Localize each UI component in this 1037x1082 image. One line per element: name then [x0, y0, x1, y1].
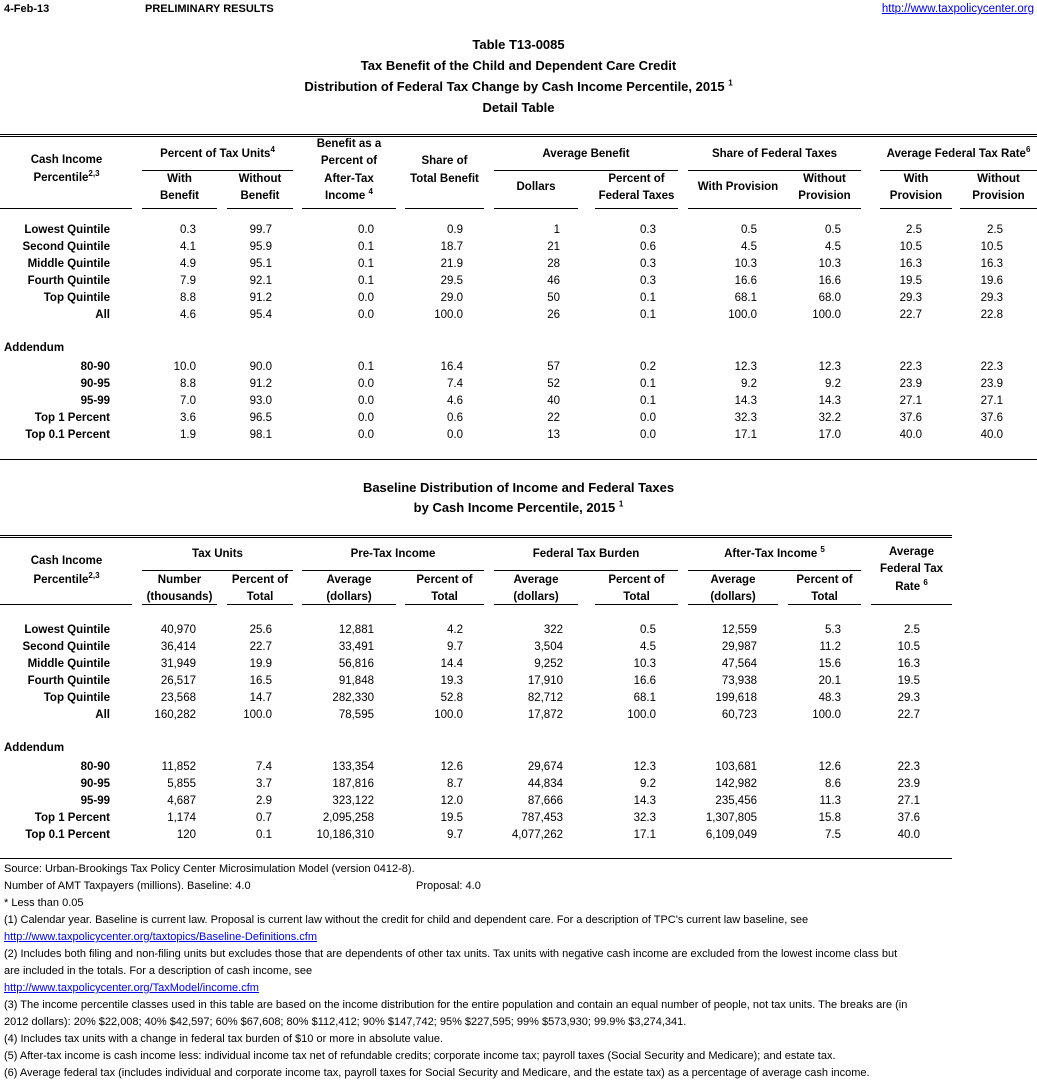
table-row — [0, 359, 1037, 376]
table-cell: 40.0 — [980, 429, 1003, 441]
row-label: Top Quintile — [43, 292, 110, 304]
row-label: Top 0.1 Percent — [25, 429, 110, 441]
table-cell: 2.5 — [904, 624, 920, 636]
table-cell: 8.7 — [447, 778, 463, 790]
table-cell: 10.5 — [980, 241, 1003, 253]
table-cell: 16.6 — [633, 675, 656, 687]
report-status: PRELIMINARY RESULTS — [145, 3, 274, 15]
table-cell: 29,987 — [721, 641, 757, 653]
table2-top-rule — [0, 535, 952, 538]
table-cell: 14.3 — [818, 395, 841, 407]
table-cell: 10.3 — [818, 258, 841, 270]
table-cell: 0.0 — [358, 395, 374, 407]
table-cell: 120 — [176, 829, 196, 841]
table-cell: 0.5 — [825, 224, 841, 236]
table-cell: 7.0 — [180, 395, 196, 407]
footnote-1: (1) Calendar year. Baseline is current law. Proposal is current law without the credit for child and dependent care. For a description of TPC's current law baseline, see — [4, 914, 809, 926]
table-cell: 0.1 — [640, 395, 656, 407]
table-cell: 8.8 — [180, 292, 196, 304]
table-cell: 9.2 — [640, 778, 656, 790]
row-label: Top Quintile — [43, 692, 110, 704]
table-row — [0, 793, 1037, 810]
table-cell: 27.1 — [899, 395, 922, 407]
table-cell: 1.9 — [180, 429, 196, 441]
table-cell: 323,122 — [332, 795, 374, 807]
table-cell: 29.0 — [440, 292, 463, 304]
table-cell: 4.5 — [741, 241, 757, 253]
table-cell: 0.0 — [640, 429, 656, 441]
table-cell: 29.3 — [897, 692, 920, 704]
report-date: 4-Feb-13 — [4, 3, 50, 15]
table-cell: 5.3 — [825, 624, 841, 636]
table-cell: 10.5 — [899, 241, 922, 253]
table-cell: 235,456 — [715, 795, 757, 807]
footnote-2b: are included in the totals. For a description of cash income, see — [4, 965, 313, 977]
table-cell: 29,674 — [527, 761, 563, 773]
table2-addendum-label: Addendum — [4, 742, 65, 754]
table-cell: 9.2 — [825, 378, 841, 390]
table-cell: 32.3 — [734, 412, 757, 424]
table-cell: 0.6 — [640, 241, 656, 253]
table-id: Table T13-0085 — [472, 37, 565, 52]
table-cell: 9.2 — [741, 378, 757, 390]
table-cell: 4.9 — [180, 258, 196, 270]
table-cell: 23.9 — [899, 378, 922, 390]
table-cell: 29.5 — [440, 275, 463, 287]
table-cell: 14.7 — [249, 692, 272, 704]
table-cell: 4.6 — [180, 309, 196, 321]
table-cell: 7.4 — [256, 761, 272, 773]
table-cell: 22.3 — [899, 361, 922, 373]
table-cell: 7.9 — [180, 275, 196, 287]
table-cell: 40 — [547, 395, 560, 407]
table-cell: 4.5 — [825, 241, 841, 253]
table-row — [0, 656, 1037, 673]
table-cell: 17,910 — [527, 675, 563, 687]
table-cell: 16.3 — [980, 258, 1003, 270]
table-cell: 6,109,049 — [705, 829, 757, 841]
table1-addendum-label: Addendum — [4, 342, 65, 354]
table-cell: 10.0 — [173, 361, 196, 373]
footnote-amt-baseline: Number of AMT Taxpayers (millions). Baseline: 4.0 — [4, 880, 251, 892]
table-cell: 22.7 — [897, 709, 920, 721]
row-label: Middle Quintile — [27, 258, 110, 270]
table-cell: 27.1 — [980, 395, 1003, 407]
table-cell: 12,881 — [338, 624, 374, 636]
table-cell: 37.6 — [899, 412, 922, 424]
table-row — [0, 622, 1037, 639]
table-cell: 0.2 — [640, 361, 656, 373]
table-cell: 10.3 — [734, 258, 757, 270]
table-cell: 0.0 — [358, 309, 374, 321]
table-cell: 100.0 — [434, 709, 463, 721]
table-cell: 21.9 — [440, 258, 463, 270]
row-label: 80-90 — [80, 761, 110, 773]
table-row — [0, 239, 1037, 256]
table-row — [0, 690, 1037, 707]
footnote-5: (5) After-tax income is cash income less: individual income tax net of refundable credits; corporate income tax; payroll taxes (Social Security and Medicare); and estate tax. — [4, 1050, 836, 1062]
table-cell: 1,174 — [167, 812, 196, 824]
table-cell: 199,618 — [715, 692, 757, 704]
table-cell: 19.6 — [980, 275, 1003, 287]
table-cell: 2,095,258 — [322, 812, 374, 824]
row-label: 90-95 — [80, 778, 110, 790]
table-cell: 4,077,262 — [511, 829, 563, 841]
table-cell: 0.0 — [447, 429, 463, 441]
table-cell: 31,949 — [160, 658, 196, 670]
table-cell: 12.3 — [734, 361, 757, 373]
row-label: 80-90 — [80, 361, 110, 373]
table-cell: 91,848 — [338, 675, 374, 687]
footnote-2a: (2) Includes both filing and non-filing units but excludes those that are dependents of other tax units. Tax units with negative cash income are excluded from the lowest income class but — [4, 948, 898, 960]
table-cell: 103,681 — [715, 761, 757, 773]
table-cell: 4,687 — [167, 795, 196, 807]
table-cell: 48.3 — [818, 692, 841, 704]
table-cell: 95.9 — [249, 241, 272, 253]
table-cell: 29.3 — [980, 292, 1003, 304]
table-row — [0, 827, 1037, 844]
table-cell: 0.0 — [358, 292, 374, 304]
table-cell: 2.5 — [987, 224, 1003, 236]
table-cell: 0.3 — [640, 258, 656, 270]
table-cell: 19.5 — [897, 675, 920, 687]
table-row — [0, 427, 1037, 444]
table-cell: 12.6 — [440, 761, 463, 773]
table-subtitle: Distribution of Federal Tax Change by Cash Income Percentile, 2015 $^1$ — [304, 78, 733, 94]
table-cell: 87,666 — [527, 795, 563, 807]
table1-top-rule — [0, 134, 1037, 137]
table-cell: 32.3 — [633, 812, 656, 824]
table-cell: 22.7 — [249, 641, 272, 653]
table-cell: 96.5 — [249, 412, 272, 424]
table-cell: 322 — [543, 624, 563, 636]
table-cell: 17.1 — [633, 829, 656, 841]
table-cell: 0.0 — [640, 412, 656, 424]
table-cell: 16.6 — [734, 275, 757, 287]
table-cell: 90.0 — [249, 361, 272, 373]
table-cell: 40,970 — [160, 624, 196, 636]
table-cell: 100.0 — [728, 309, 757, 321]
table-cell: 1 — [553, 224, 560, 236]
table-cell: 3,504 — [534, 641, 563, 653]
table-cell: 25.6 — [249, 624, 272, 636]
table-cell: 23.9 — [897, 778, 920, 790]
table-cell: 60,723 — [721, 709, 757, 721]
table-cell: 282,330 — [332, 692, 374, 704]
table-cell: 19.3 — [440, 675, 463, 687]
table-cell: 23,568 — [160, 692, 196, 704]
table-cell: 100.0 — [627, 709, 656, 721]
row-label: Lowest Quintile — [24, 224, 110, 236]
table-cell: 11.2 — [819, 641, 841, 653]
table-cell: 57 — [547, 361, 560, 373]
table-cell: 0.1 — [640, 309, 656, 321]
table-cell: 33,491 — [338, 641, 374, 653]
table-cell: 0.1 — [640, 378, 656, 390]
table-cell: 16.6 — [818, 275, 841, 287]
table-cell: 5,855 — [167, 778, 196, 790]
table-row — [0, 256, 1037, 273]
table-cell: 50 — [547, 292, 560, 304]
table-cell: 10,186,310 — [316, 829, 374, 841]
table-cell: 787,453 — [521, 812, 563, 824]
table-cell: 36,414 — [160, 641, 196, 653]
table-cell: 0.0 — [358, 224, 374, 236]
table-row — [0, 410, 1037, 427]
row-label: Fourth Quintile — [27, 275, 110, 287]
table-cell: 17,872 — [527, 709, 563, 721]
table2-title: Baseline Distribution of Income and Federal Taxes — [362, 480, 675, 495]
table-cell: 78,595 — [338, 709, 374, 721]
table-cell: 0.1 — [358, 258, 374, 270]
table-row — [0, 639, 1037, 656]
row-label: 95-99 — [80, 395, 110, 407]
table-cell: 100.0 — [812, 709, 841, 721]
table-cell: 18.7 — [440, 241, 463, 253]
table-cell: 32.2 — [818, 412, 841, 424]
row-label: Second Quintile — [22, 241, 110, 253]
table-cell: 44,834 — [527, 778, 563, 790]
table-cell: 19.9 — [249, 658, 272, 670]
table-cell: 133,354 — [332, 761, 374, 773]
table-cell: 68.1 — [633, 692, 656, 704]
table-cell: 12.3 — [633, 761, 656, 773]
table-cell: 3.7 — [256, 778, 272, 790]
table-cell: 8.8 — [180, 378, 196, 390]
table-row — [0, 273, 1037, 290]
table-cell: 28 — [547, 258, 560, 270]
table-cell: 2.5 — [906, 224, 922, 236]
table-cell: 100.0 — [243, 709, 272, 721]
table-cell: 17.1 — [734, 429, 757, 441]
table-cell: 91.2 — [249, 378, 272, 390]
table-cell: 23.9 — [980, 378, 1003, 390]
table-cell: 19.5 — [899, 275, 922, 287]
table-cell: 0.3 — [180, 224, 196, 236]
table-cell: 0.1 — [358, 361, 374, 373]
table-cell: 16.3 — [899, 258, 922, 270]
cash-income-link[interactable]: http://www.taxpolicycenter.org/TaxModel/income.cfm — [4, 982, 259, 994]
table-cell: 4.5 — [640, 641, 656, 653]
table-cell: 100.0 — [434, 309, 463, 321]
row-label: Lowest Quintile — [24, 624, 110, 636]
table-cell: 9,252 — [534, 658, 563, 670]
footnote-amt-proposal: Proposal: 4.0 — [416, 880, 481, 892]
footnote-3b: 2012 dollars): 20% $22,008; 40% $42,597; 60% $67,608; 80% $112,412; 90% $147,742; 95% $227,595; 99% $573,930; 99.9% $3,274,341. — [4, 1016, 687, 1028]
table-cell: 12.3 — [818, 361, 841, 373]
table-cell: 29.3 — [899, 292, 922, 304]
table-row — [0, 393, 1037, 410]
table-cell: 9.7 — [447, 829, 463, 841]
table-cell: 93.0 — [249, 395, 272, 407]
table-cell: 16.5 — [249, 675, 272, 687]
table-cell: 12.6 — [818, 761, 841, 773]
table-cell: 9.7 — [447, 641, 463, 653]
table-cell: 10.3 — [633, 658, 656, 670]
table-cell: 99.7 — [249, 224, 272, 236]
table-cell: 4.6 — [447, 395, 463, 407]
table-cell: 1,307,805 — [705, 812, 757, 824]
table-cell: 82,712 — [527, 692, 563, 704]
footnote-3a: (3) The income percentile classes used in this table are based on the income distribution for the entire population and contain an equal number of people, not tax units. The breaks are (in — [4, 999, 908, 1011]
row-label: All — [95, 309, 110, 321]
table-cell: 11,852 — [161, 761, 196, 773]
row-label: All — [95, 709, 110, 721]
table-cell: 26,517 — [160, 675, 196, 687]
table-cell: 21 — [547, 241, 560, 253]
table2-bottom-rule — [0, 858, 952, 859]
table-cell: 37.6 — [980, 412, 1003, 424]
footnote-4: (4) Includes tax units with a change in federal tax burden of $10 or more in absolute value. — [4, 1033, 444, 1045]
table-row — [0, 673, 1037, 690]
table-cell: 0.5 — [741, 224, 757, 236]
table-cell: 100.0 — [812, 309, 841, 321]
table-cell: 22.3 — [897, 761, 920, 773]
table-cell: 12,559 — [721, 624, 757, 636]
table-cell: 14.4 — [440, 658, 463, 670]
table-cell: 15.8 — [818, 812, 841, 824]
footnote-less-than: * Less than 0.05 — [4, 897, 84, 909]
table-cell: 0.0 — [358, 429, 374, 441]
table-cell: 0.3 — [640, 275, 656, 287]
table-cell: 98.1 — [249, 429, 272, 441]
row-label: Second Quintile — [22, 641, 110, 653]
table-cell: 0.0 — [358, 412, 374, 424]
table-cell: 22 — [547, 412, 560, 424]
table-cell: 52.8 — [440, 692, 463, 704]
row-label: 90-95 — [80, 378, 110, 390]
table-cell: 22.7 — [899, 309, 922, 321]
row-label: Top 0.1 Percent — [25, 829, 110, 841]
table-cell: 8.6 — [825, 778, 841, 790]
footnote-source: Source: Urban-Brookings Tax Policy Center Microsimulation Model (version 0412-8). — [4, 863, 415, 875]
table-row — [0, 759, 1037, 776]
table-cell: 47,564 — [721, 658, 757, 670]
table-cell: 0.0 — [358, 378, 374, 390]
table-cell: 37.6 — [897, 812, 920, 824]
table-row — [0, 222, 1037, 239]
table-cell: 56,816 — [338, 658, 374, 670]
table-cell: 0.1 — [640, 292, 656, 304]
table-cell: 91.2 — [249, 292, 272, 304]
table-cell: 0.1 — [358, 241, 374, 253]
table-cell: 142,982 — [715, 778, 757, 790]
table-cell: 0.7 — [256, 812, 272, 824]
table-cell: 0.3 — [640, 224, 656, 236]
table-cell: 7.4 — [447, 378, 463, 390]
table-row — [0, 290, 1037, 307]
table-cell: 4.1 — [180, 241, 196, 253]
table-row — [0, 707, 1037, 724]
table-row — [0, 307, 1037, 324]
table-cell: 73,938 — [721, 675, 757, 687]
table-title: Tax Benefit of the Child and Dependent Care Credit — [360, 58, 677, 73]
table-cell: 14.3 — [734, 395, 757, 407]
tpc-home-link[interactable]: http://www.taxpolicycenter.org — [881, 3, 1034, 15]
table-cell: 160,282 — [154, 709, 196, 721]
table-cell: 14.3 — [633, 795, 656, 807]
table-cell: 40.0 — [897, 829, 920, 841]
table-cell: 0.6 — [447, 412, 463, 424]
row-label: 95-99 — [80, 795, 110, 807]
table-cell: 92.1 — [249, 275, 272, 287]
table-cell: 68.1 — [734, 292, 757, 304]
table-cell: 26 — [547, 309, 560, 321]
table-cell: 4.2 — [447, 624, 463, 636]
footnote-6: (6) Average federal tax (includes individual and corporate income tax, payroll taxes for Social Security and Medicare, and the estate tax) as a percentage of average cash income. — [4, 1067, 870, 1079]
table2-subtitle: by Cash Income Percentile, 2015 $^1$ — [413, 499, 624, 515]
table-cell: 16.4 — [440, 361, 463, 373]
table-cell: 0.1 — [358, 275, 374, 287]
table-row — [0, 810, 1037, 827]
table-cell: 187,816 — [332, 778, 374, 790]
table-cell: 0.9 — [447, 224, 463, 236]
table-cell: 16.3 — [897, 658, 920, 670]
baseline-definitions-link[interactable]: http://www.taxpolicycenter.org/taxtopics/Baseline-Definitions.cfm — [4, 931, 318, 943]
table-row — [0, 376, 1037, 393]
table-detail-label: Detail Table — [482, 100, 555, 115]
table-cell: 10.5 — [897, 641, 920, 653]
table-cell: 20.1 — [818, 675, 841, 687]
row-label: Middle Quintile — [27, 658, 110, 670]
table-cell: 2.9 — [256, 795, 272, 807]
row-label: Top 1 Percent — [34, 412, 110, 424]
row-label: Fourth Quintile — [27, 675, 110, 687]
table-cell: 12.0 — [440, 795, 463, 807]
table-cell: 46 — [547, 275, 560, 287]
table-cell: 68.0 — [818, 292, 841, 304]
table-cell: 95.1 — [249, 258, 272, 270]
table-cell: 0.5 — [640, 624, 656, 636]
table-cell: 7.5 — [825, 829, 841, 841]
table-cell: 52 — [547, 378, 560, 390]
table-cell: 22.3 — [980, 361, 1003, 373]
table-cell: 15.6 — [818, 658, 841, 670]
table-cell: 11.3 — [819, 795, 841, 807]
table-cell: 17.0 — [818, 429, 841, 441]
table-row — [0, 776, 1037, 793]
table-cell: 3.6 — [180, 412, 196, 424]
table-cell: 27.1 — [897, 795, 920, 807]
row-label: Top 1 Percent — [34, 812, 110, 824]
table-cell: 0.1 — [256, 829, 272, 841]
table-cell: 40.0 — [899, 429, 922, 441]
table-cell: 22.8 — [980, 309, 1003, 321]
table-cell: 95.4 — [249, 309, 272, 321]
table1-bottom-rule — [0, 459, 1037, 460]
table-cell: 19.5 — [440, 812, 463, 824]
table-cell: 13 — [547, 429, 560, 441]
